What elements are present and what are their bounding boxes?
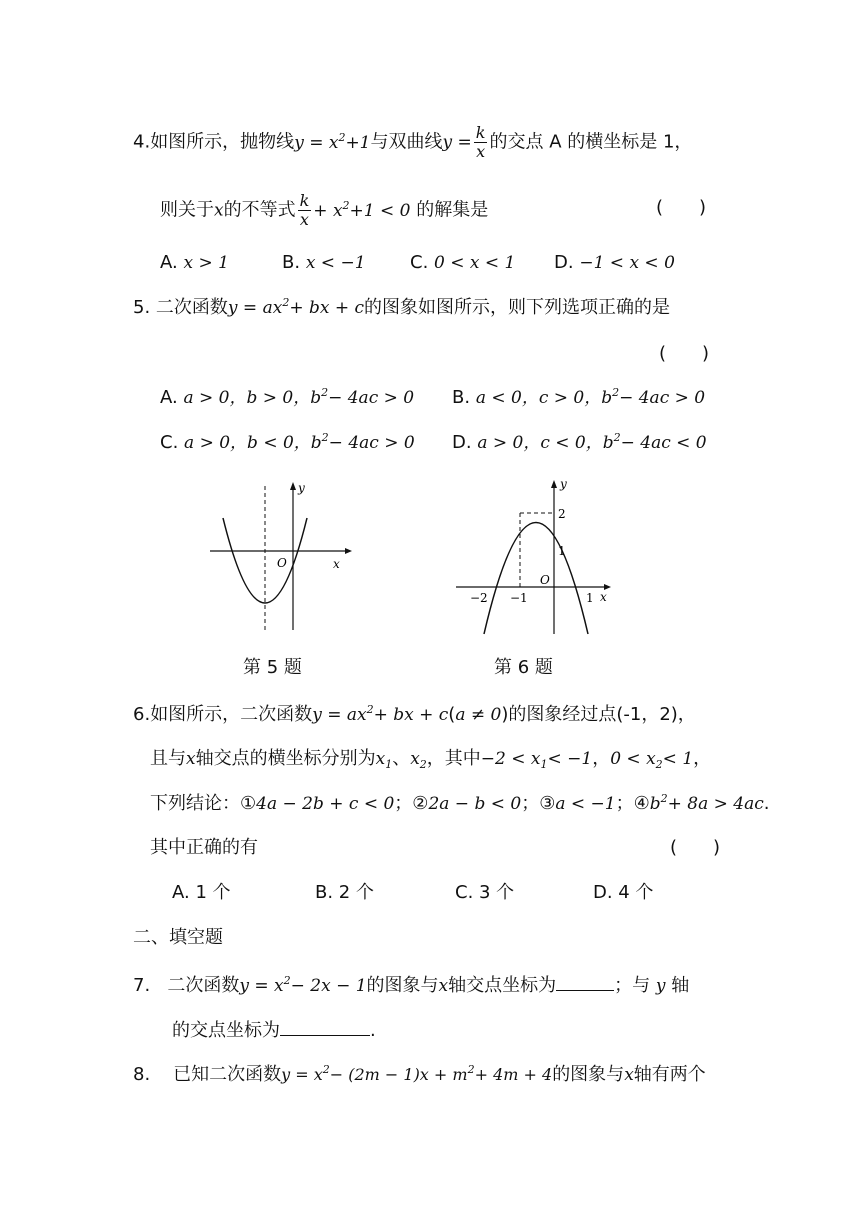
q8-text-3: 轴有两个 (633, 1064, 706, 1085)
q7-text-4: ；与 (614, 975, 651, 996)
q5-option-b-2: − 4ac > 0 (619, 388, 706, 408)
q5-option-b-1: a < 0，c > 0，b (475, 388, 613, 408)
q7-expr-b: − 2x − 1 (290, 976, 367, 996)
fig6-parabola (484, 523, 588, 635)
q4-option-a-label: A. (160, 252, 178, 273)
q8-number: 8. (133, 1064, 151, 1085)
q4-text-3: 的交点 A 的横坐标是 1， (489, 131, 693, 153)
q6-text-14: . (763, 793, 770, 814)
q4-option-b-label: B. (282, 252, 301, 273)
q6-text-6: 、 (392, 748, 411, 769)
q6-text-3: )的图象经过点(-1，2)， (501, 704, 696, 725)
q4-hyperbola-lhs: y = (442, 132, 472, 153)
q6-x2: $x_2$ (410, 749, 427, 771)
q5-option-d-text: a > 0，c < 0，$b^2- 4ac < 0$ (477, 431, 707, 453)
q7-line1 (133, 972, 689, 998)
q5-option-c-text: a > 0，b < 0，$b^2- 4ac > 0$ (184, 431, 415, 453)
q5-expr-b: + bx + c (289, 298, 365, 318)
q7-expr: $y = x^2- 2x - 1$ (239, 974, 367, 996)
q6-text-13: ；④ (615, 793, 650, 814)
q4-var-x: x (214, 200, 224, 221)
figure-6-caption: 第 6 题 (494, 657, 553, 678)
q6-expr-a: y = ax (312, 705, 367, 725)
q6-option-c: C. 3 个 (455, 882, 515, 903)
q4-text: 如图所示，抛物线 (150, 131, 295, 153)
q4-paren: ( ) (656, 197, 707, 218)
q5-option-a (160, 386, 414, 410)
q6-range-1-b: < −1 (547, 749, 593, 769)
q6-expr: $y = ax^2+$ bx + c (312, 703, 449, 725)
q6-conclusion-2: 2a − b < 0 (428, 794, 522, 814)
q4-ineq-b: +1 < 0 (349, 200, 411, 221)
q8-var-x: x (624, 1065, 634, 1085)
figure-5-caption: 第 5 题 (243, 657, 302, 678)
fig6-y-label: y (560, 477, 567, 491)
q4-option-b-text: x < −1 (305, 253, 366, 273)
q8-line1 (133, 1063, 706, 1087)
fig6-origin-label: O (540, 573, 550, 587)
q6-range-1-a: −2 < x (480, 749, 541, 769)
q6-paren: ( ) (670, 837, 721, 858)
q4-text-6: 的解集是 (416, 199, 489, 221)
fig5-x-arrow (345, 548, 352, 554)
q4-frac-den: x (476, 142, 486, 161)
q5-option-b-label: B. (452, 387, 471, 408)
q4-number: 4. (133, 131, 151, 153)
q4-parabola-b: +1 (345, 132, 371, 153)
q4-option-a (160, 251, 229, 275)
q6-text-15: 其中正确的有 (150, 837, 258, 858)
q6-line4 (150, 836, 258, 860)
fig6-tick-neg1: −1 (510, 591, 528, 605)
fig5-y-arrow (290, 482, 296, 490)
q5-option-a-text: a > 0，b > 0，$b^2- 4ac > 0$ (183, 386, 415, 408)
q7-text-6: 的交点坐标为 (172, 1020, 280, 1041)
q4-option-d-label: D. (554, 252, 574, 273)
q5-option-b (452, 386, 705, 410)
fig6-y-arrow (551, 480, 557, 488)
q6-range-2: $0 < x_2< 1$ (610, 749, 694, 771)
q7-line2 (172, 1017, 376, 1043)
q7-text-7: . (370, 1020, 376, 1041)
q7-blank-1[interactable] (556, 972, 614, 991)
q4-parabola-a: y = x (294, 132, 339, 153)
q6-line2 (150, 747, 711, 771)
q6-line1 (133, 703, 696, 727)
q4-ineq-fraction (298, 192, 312, 229)
q5-expr-a: y = ax (227, 298, 283, 318)
q6-x1: $x_1$ (375, 749, 393, 771)
fig6-ytick-1: 1 (558, 544, 566, 558)
q6-range-2-a: 0 < x (610, 749, 656, 769)
q4-line1 (133, 124, 692, 161)
q4-option-c (410, 251, 515, 275)
section-2-title: 二、填空题 (133, 927, 223, 948)
q5-number: 5. (133, 297, 151, 318)
q6-text-11: ；② (394, 793, 429, 814)
q6-line3 (150, 792, 769, 816)
q6-expr-b: + bx + c (373, 705, 449, 725)
q6-text-4: 且与 (150, 748, 186, 769)
q6-x1-var: x (375, 749, 386, 769)
q7-text: 二次函数 (167, 975, 240, 996)
q5-text: 二次函数 (155, 297, 228, 318)
q7-text-3: 轴交点坐标为 (448, 975, 557, 996)
q5-option-d-2: − 4ac < 0 (620, 433, 707, 453)
q5-option-c-2: − 4ac > 0 (328, 433, 415, 453)
fig5-x-label: x (333, 557, 340, 571)
q6-text-7: ，其中 (426, 748, 481, 769)
q6-var-x: x (186, 749, 196, 769)
q6-range-2-b: < 1 (662, 749, 694, 769)
q4-text-4: 则关于 (160, 199, 214, 221)
q5-option-c (160, 431, 415, 455)
q5-text-2: 的图象如图所示，则下列选项正确的是 (364, 297, 671, 318)
q5-option-b-text: a < 0，c > 0，$b^2- 4ac > 0$ (475, 386, 706, 408)
q8-expr: $y = x^2- (2m - 1)x + m^2+ 4m + 4$ (281, 1063, 553, 1084)
q5-paren: ( ) (659, 343, 710, 364)
figure-5-graph (205, 478, 355, 638)
q6-range-1: $-2 < x_1< -1$ (480, 749, 593, 771)
q4-ineq-expr: + $x^2+1 < 0$ (313, 198, 411, 221)
q4-ineq-frac-den: x (299, 210, 309, 229)
q5-expr: $y = ax^2+$ bx + c (227, 296, 365, 318)
q4-line2 (160, 192, 488, 229)
q4-frac-num: k (475, 123, 486, 142)
q6-conclusion-3: a < −1 (555, 794, 616, 814)
fig6-ytick-2: 2 (558, 507, 566, 521)
q7-text-5: 轴 (671, 975, 690, 996)
q6-option-a: A. 1 个 (172, 882, 231, 903)
q4-parabola-expr: $y = x^2+1$ (294, 130, 371, 153)
q6-conclusion-4-b: + 8a > 4ac (667, 794, 764, 814)
q4-text-2: 与双曲线 (370, 131, 443, 153)
fig6-tick-neg2: −2 (470, 591, 488, 605)
q6-text-2: ( (448, 704, 456, 725)
q6-text-12: ；③ (521, 793, 556, 814)
q6-text: 如图所示，二次函数 (150, 704, 313, 725)
q6-text-10: 下列结论：① (150, 793, 257, 814)
q4-option-c-text: 0 < x < 1 (434, 253, 516, 273)
q6-option-b: B. 2 个 (315, 882, 374, 903)
q4-option-d (554, 251, 675, 275)
fig6-x-label: x (600, 590, 607, 604)
q5-option-c-label: C. (160, 432, 179, 453)
q4-option-d-text: −1 < x < 0 (579, 253, 675, 273)
q5-option-c-1: a > 0，b < 0，b (184, 433, 322, 453)
q6-number: 6. (133, 704, 151, 725)
q8-expr-c: + 4m + 4 (474, 1065, 553, 1084)
q5-option-d (452, 431, 707, 455)
fig5-origin-label: O (277, 556, 287, 570)
q4-ineq-frac-num: k (299, 191, 310, 210)
q4-hyperbola-fraction (474, 124, 488, 161)
q7-var-x: x (438, 976, 449, 996)
q6-conclusion-1: 4a − 2b + c < 0 (256, 794, 395, 814)
fig6-tick-1: 1 (586, 591, 594, 605)
fig5-y-label: y (298, 481, 305, 495)
q7-text-2: 的图象与 (366, 975, 439, 996)
q4-option-c-label: C. (410, 252, 429, 273)
q7-var-y: y (655, 976, 666, 996)
q6-conclusion-4: $b^2+ 8a > 4ac$ (649, 792, 764, 814)
q5-option-d-label: D. (452, 432, 472, 453)
q5-line1 (133, 296, 670, 320)
q6-text-5: 轴交点的横坐标分别为 (195, 748, 376, 769)
q5-option-a-2: − 4ac > 0 (328, 388, 415, 408)
q5-option-a-1: a > 0，b > 0，b (183, 388, 322, 408)
q5-option-a-label: A. (160, 387, 178, 408)
q4-option-b (282, 251, 366, 275)
q7-expr-a: y = x (239, 976, 284, 996)
q8-text-2: 的图象与 (552, 1064, 625, 1085)
q4-text-5: 的不等式 (223, 199, 296, 221)
q7-number: 7. (133, 975, 151, 996)
q8-expr-a: y = x (281, 1065, 323, 1084)
q4-option-a-text: x > 1 (183, 253, 229, 273)
q6-text-8: ， (592, 748, 611, 769)
q6-option-d: D. 4 个 (593, 882, 654, 903)
q6-text-9: ， (693, 748, 712, 769)
q7-blank-2[interactable] (280, 1017, 370, 1036)
q6-x2-var: x (410, 749, 420, 769)
q4-ineq-a: + x (313, 200, 343, 221)
q8-text: 已知二次函数 (173, 1064, 282, 1085)
q8-expr-b: − (2m − 1)x + m (329, 1065, 468, 1084)
q5-option-d-1: a > 0，c < 0，b (477, 433, 614, 453)
q6-condition: a ≠ 0 (455, 705, 502, 725)
q6-conclusion-4-a: b (649, 794, 661, 814)
figure-6-graph (450, 474, 620, 639)
